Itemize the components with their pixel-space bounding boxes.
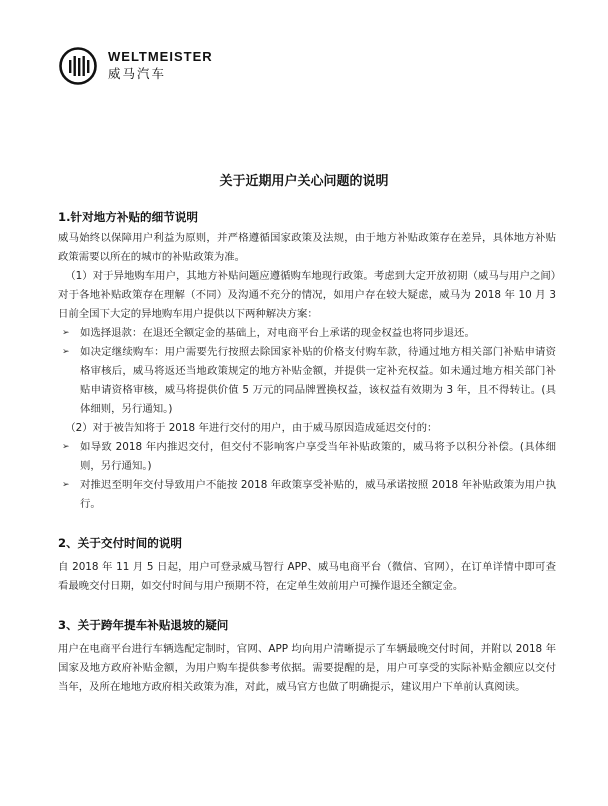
section-1-intro: 威马始终以保障用户利益为原则，并严格遵循国家政策及法规，由于地方补贴政策存在差异，具体地方补贴政策需要以所在的城市的补贴政策为准。: [58, 232, 556, 263]
bullet-item: [58, 476, 556, 514]
bullet-text: 如决定继续购车：用户需要先行按照去除国家补贴的价格支付购车款，待通过地方相关部门补贴申请资格审核后，威马将返还当地政策规定的地方补贴金额，并提供一定补充权益。如未通过地方相关部门补贴申请资格审核，威马将提供价值 5 万元的同品牌置换权益，该权益有效期为 3 年，且不得转让。(具体细则，另行通知。): [80, 346, 556, 415]
bullet-arrow-icon: ➢: [62, 328, 70, 338]
weltmeister-logo-icon: [58, 46, 98, 86]
brand-logo: [58, 44, 213, 88]
bullet-text: 对推迟至明年交付导致用户不能按 2018 年政策享受补贴的，威马承诺按照 2018 年补贴政策为用户执行。: [80, 479, 556, 510]
bullet-item: [58, 438, 556, 476]
brand-name-en: WELTMEISTER: [108, 49, 213, 64]
bullet-arrow-icon: ➢: [62, 347, 70, 357]
brand-name-cn: 威马汽车: [108, 66, 167, 81]
section-2-heading: 2、关于交付时间的说明: [58, 536, 183, 550]
bullet-item: [58, 324, 556, 343]
bullet-text: 如选择退款：在退还全额定金的基础上，对电商平台上承诺的现金权益也将同步退还。: [80, 327, 475, 339]
section-1-heading: 1.针对地方补贴的细节说明: [58, 210, 199, 224]
section-3-body: 用户在电商平台进行车辆选配定制时，官网、APP 均向用户清晰提示了车辆最晚交付时间，并附以 2018 年国家及地方政府补贴金额，为用户购车提供参考依据。需要提醒的是，用户可享受的实际补贴金额应以交付当年，及所在地地方政府相关政策为准，对此，威马官方也做了明确提示，建议用户下单前认真阅读。: [58, 643, 556, 693]
bullet-arrow-icon: ➢: [62, 442, 70, 452]
section-1-item-1: （1）对于异地购车用户，其地方补贴问题应遵循购车地现行政策。考虑到大定开放初期（威马与用户之间）对于各地补贴政策存在理解（不同）及沟通不充分的情况，如用户存在较大疑虑，威马为 2018 年 10 月 3 日前全国下大定的异地购车用户提供以下两种解决方案：: [58, 270, 556, 320]
section-3-heading: 3、关于跨年提车补贴退坡的疑问: [58, 618, 229, 632]
bullet-text: 如导致 2018 年内推迟交付，但交付不影响客户享受当年补贴政策的，威马将予以积分补偿。(具体细则，另行通知。): [80, 441, 556, 472]
section-2-body: 自 2018 年 11 月 5 日起，用户可登录威马智行 APP、威马电商平台（微信、官网），在订单详情中即可查看最晚交付日期，如交付时间与用户预期不符，在定单生效前用户可操作退还全额定金。: [58, 561, 556, 592]
document-body: [58, 207, 556, 697]
section-1-item-2: （2）对于被告知将于 2018 年进行交付的用户，由于威马原因造成延迟交付的：: [65, 422, 438, 434]
document-title: 关于近期用户关心问题的说明: [219, 174, 389, 189]
bullet-arrow-icon: ➢: [62, 480, 70, 490]
bullet-item: [58, 343, 556, 419]
